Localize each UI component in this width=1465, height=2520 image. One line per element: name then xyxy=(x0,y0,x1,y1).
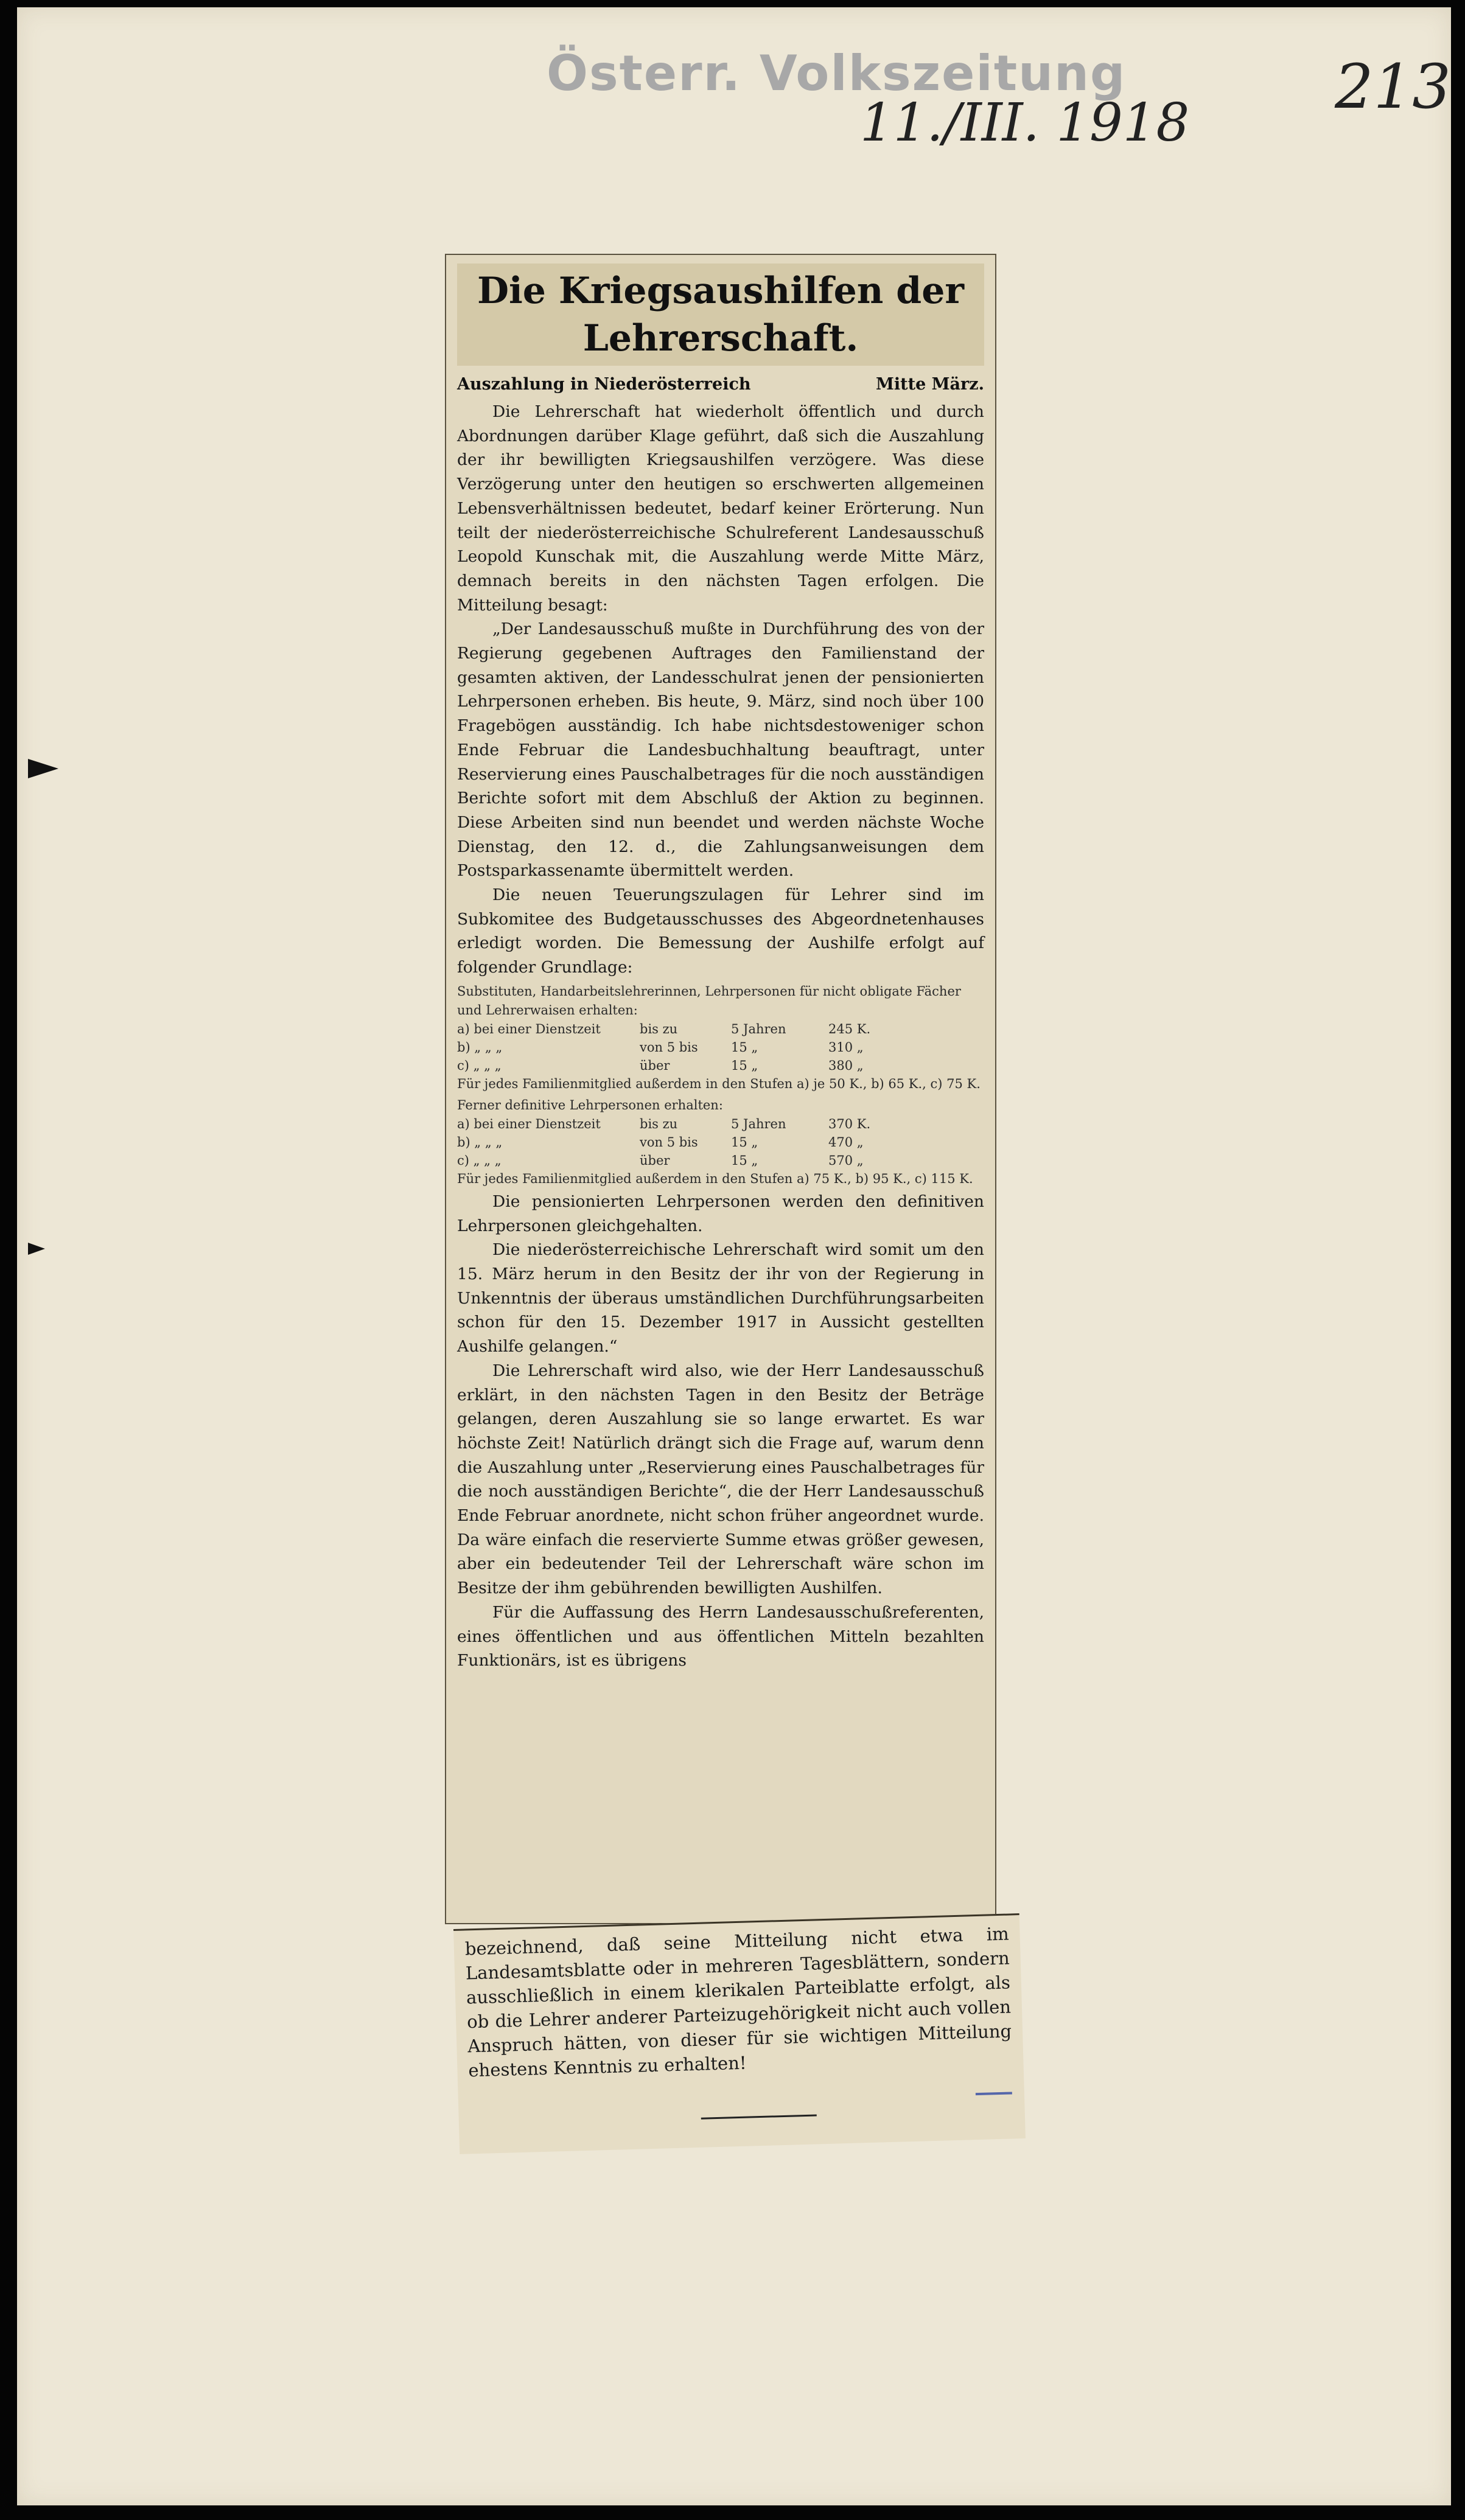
subhead-left: Auszahlung in Niederösterreich xyxy=(457,375,751,394)
table-cell: b) „ „ „ xyxy=(457,1134,503,1150)
table-row xyxy=(457,1151,984,1170)
punch-hole-mark xyxy=(28,759,58,778)
table-cell: 310 „ xyxy=(828,1039,864,1055)
table-row xyxy=(457,1020,984,1038)
handwritten-date: 11./III. 1918 xyxy=(860,92,1190,153)
table-cell: über xyxy=(640,1058,670,1073)
table-cell: 15 „ xyxy=(731,1134,758,1150)
newspaper-stamp: Österr. Volkszeitung xyxy=(547,45,1127,102)
article-paragraph: Die pensionierten Lehrpersonen werden den definitiven Lehrpersonen gleichgehalten. xyxy=(457,1192,984,1235)
article-paragraph: Die neuen Teuerungszulagen für Lehrer sind im Subkomitee des Budgetausschusses des Abgeordnetenhauses erledigt worden. Die Bemessung der Aushilfe erfolgt auf folgender Grundlage: xyxy=(457,885,984,977)
end-rule xyxy=(701,2114,817,2119)
allowance-table-substitutes xyxy=(457,982,984,1094)
table-cell: c) „ „ „ xyxy=(457,1058,502,1073)
table-cell: c) „ „ „ xyxy=(457,1153,502,1168)
newspaper-clipping xyxy=(445,254,996,1924)
subhead-right: Mitte März. xyxy=(875,375,984,394)
table-cell: b) „ „ „ xyxy=(457,1039,503,1055)
table-cell: 380 „ xyxy=(828,1058,864,1073)
table-cell: a) bei einer Dienstzeit xyxy=(457,1116,601,1131)
table-row xyxy=(457,1056,984,1075)
table-row xyxy=(457,1115,984,1133)
table-cell: 570 „ xyxy=(828,1153,864,1168)
punch-hole-mark xyxy=(28,1243,45,1255)
table-cell: 370 K. xyxy=(828,1116,871,1131)
article-headline xyxy=(457,264,984,366)
table-cell: 5 Jahren xyxy=(731,1021,786,1036)
table-cell: a) bei einer Dienstzeit xyxy=(457,1021,601,1036)
table-cell: von 5 bis xyxy=(640,1134,698,1150)
table-cell: 15 „ xyxy=(731,1153,758,1168)
table-cell: 15 „ xyxy=(731,1039,758,1055)
continuation-paragraph: bezeichnend, daß seine Mitteilung nicht etwa im Landesamtsblatte oder in mehreren Tagesblättern, sondern ausschließlich in einem klerikalen Parteiblatte erfolgt, als ob die Lehrer anderer Parteizugehörigkeit nicht auch vollen Anspruch hätten, von dieser für sie wichtigen Mitteilung ehestens Kenntnis zu erhalten! xyxy=(464,1923,1012,2081)
table-cell: über xyxy=(640,1153,670,1168)
table-intro: Substituten, Handarbeitslehrerinnen, Lehrpersonen für nicht obligate Fächer und Lehrerwaisen erhalten: xyxy=(457,983,961,1017)
table-family-note: Für jedes Familienmitglied außerdem in den Stufen a) 75 K., b) 95 K., c) 115 K. xyxy=(457,1171,973,1186)
article-paragraph: Die Lehrerschaft wird also, wie der Herr Landesausschuß erklärt, in den nächsten Tagen in den Besitz der Beträge gelangen, deren Auszahlung sie so lange erwartet. Es war höchste Zeit! Natürlich drängt sich die Frage auf, warum denn die Auszahlung unter „Reservierung eines Pauschalbetrages für die noch ausständigen Berichte“, die der Herr Landesausschuß Ende Februar anordnete, nicht schon früher angeordnet wurde. Da wäre einfach die reservierte Summe etwas größer gewesen, aber ein bedeutender Teil der Lehrerschaft wäre schon im Besitze der ihm gebührenden bewilligten Aushilfen. xyxy=(457,1361,984,1598)
pencil-mark xyxy=(976,2092,1012,2095)
handwritten-page-number: 213 xyxy=(1335,51,1451,122)
table-cell: 5 Jahren xyxy=(731,1116,786,1131)
table-cell: 245 K. xyxy=(828,1021,871,1036)
table-cell: bis zu xyxy=(640,1021,678,1036)
clipping-continuation xyxy=(453,1913,1026,2154)
table-cell: bis zu xyxy=(640,1116,678,1131)
table-intro: Ferner definitive Lehrpersonen erhalten: xyxy=(457,1097,723,1112)
article-paragraph: „Der Landesausschuß mußte in Durchführung des von der Regierung gegebenen Auftrages den Familienstand der gesamten aktiven, der Landesschulrat jenen der pensionierten Lehrpersonen erheben. Bis heute, 9. März, sind noch über 100 Fragebögen ausständig. Ich habe nichtsdestoweniger schon Ende Februar die Landesbuchhaltung beauftragt, unter Reservierung eines Pauschalbetrages für die noch ausständigen Berichte sofort mit dem Abschluß der Aktion zu beginnen. Diese Arbeiten sind nun beendet und werden nächste Woche Dienstag, den 12. d., die Zahlungsanweisungen dem Postsparkassenamte übermittelt werden. xyxy=(457,620,984,881)
headline-line-1: Die Kriegsaushilfen der xyxy=(477,270,965,312)
table-cell: von 5 bis xyxy=(640,1039,698,1055)
article-paragraph: Die niederösterreichische Lehrerschaft wird somit um den 15. März herum in den Besitz der ihr von der Regierung in Unkenntnis der überaus umständlichen Durchführungsarbeiten schon für den 15. Dezember 1917 in Aussicht gestellten Aushilfe gelangen.“ xyxy=(457,1240,984,1356)
table-row xyxy=(457,1133,984,1151)
allowance-table-definitive xyxy=(457,1096,984,1188)
table-cell: 470 „ xyxy=(828,1134,864,1150)
article-paragraph: Die Lehrerschaft hat wiederholt öffentlich und durch Abordnungen darüber Klage geführt, daß sich die Auszahlung der ihr bewilligten Kriegsaushilfen verzögere. Was diese Verzögerung unter den heutigen so erschwerten allgemeinen Lebensverhältnissen bedeutet, bedarf keiner Erörterung. Nun teilt der niederösterreichische Schulreferent Landesausschuß Leopold Kunschak mit, die Auszahlung werde Mitte März, demnach bereits in den nächsten Tagen erfolgen. Die Mitteilung besagt: xyxy=(457,402,984,615)
article-subhead xyxy=(457,372,984,397)
headline-line-2: Lehrerschaft. xyxy=(582,317,859,360)
table-cell: 15 „ xyxy=(731,1058,758,1073)
archive-sheet xyxy=(17,7,1451,2505)
table-row xyxy=(457,1038,984,1056)
table-family-note: Für jedes Familienmitglied außerdem in den Stufen a) je 50 K., b) 65 K., c) 75 K. xyxy=(457,1076,981,1091)
article-paragraph: Für die Auffassung des Herrn Landesausschußreferenten, eines öffentlichen und aus öffentlichen Mitteln bezahlten Funktionärs, ist es übrigens xyxy=(457,1602,984,1670)
